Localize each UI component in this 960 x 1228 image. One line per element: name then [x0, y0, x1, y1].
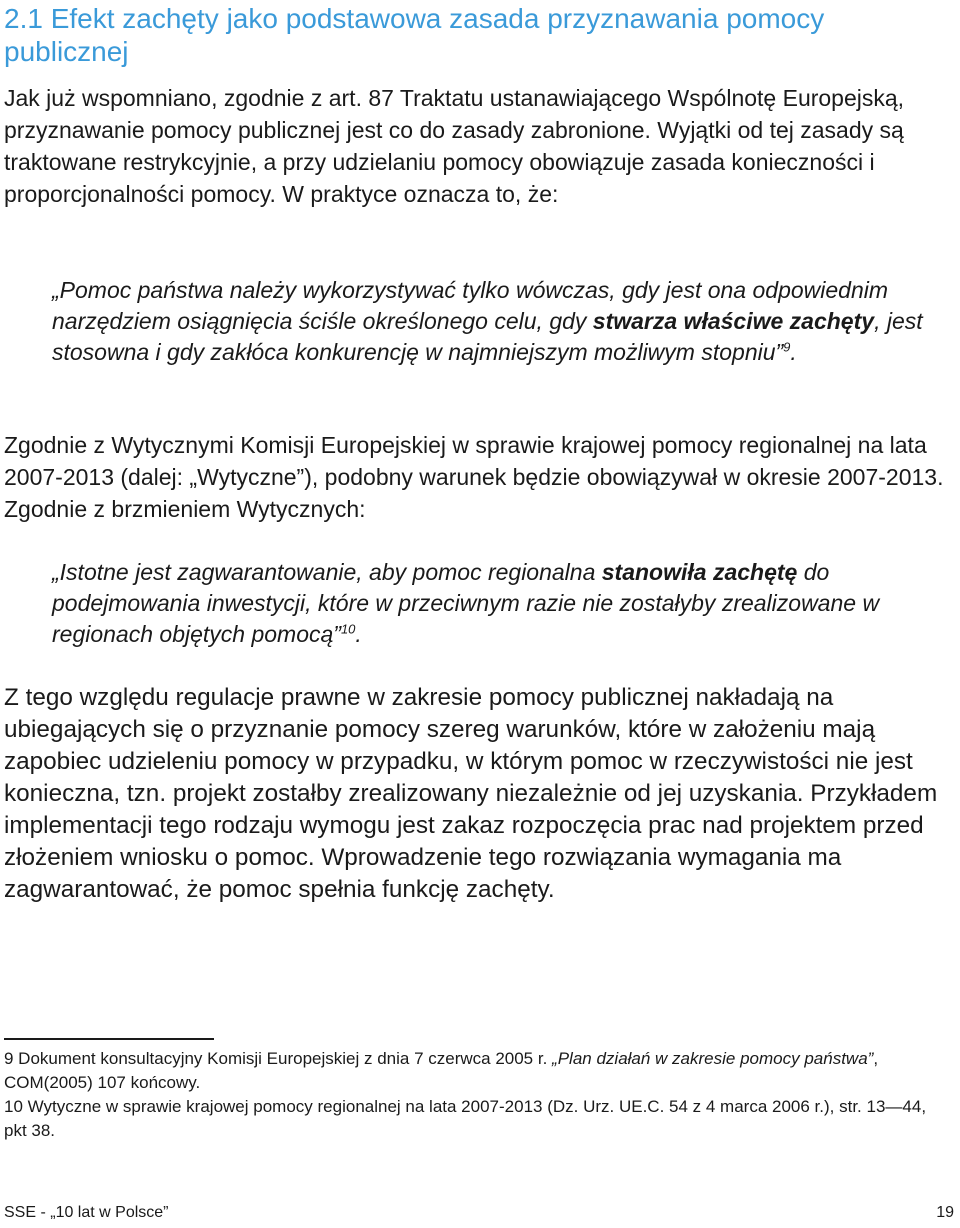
quote-regional-aid [52, 557, 932, 650]
paragraph-guidelines: Zgodnie z Wytycznymi Komisji Europejskiej w sprawie krajowej pomocy regionalnej na lata 2007-2013 (dalej: „Wytyczne”), podobny warunek będzie obowiązywał w okresie 2007-2013. Zgodnie z brzmieniem Wytycznych: [4, 432, 944, 522]
section-heading: 2.1 Efekt zachęty jako podstawowa zasada przyznawania pomocy publicznej [4, 3, 825, 67]
footnote-10: 10 Wytyczne w sprawie krajowej pomocy regionalnej na lata 2007-2013 (Dz. Urz. UE.C. 54 z 4 marca 2006 r.), str. 13—44, pkt 38. [4, 1097, 927, 1140]
paragraph-conclusion: Z tego względu regulacje prawne w zakresie pomocy publicznej nakładają na ubiegających się o przyznanie pomocy szereg warunków, które w założeniu mają zapobiec udzieleniu pomocy w przypadku, w którym pomoc w rzeczywistości nie jest konieczna, tzn. projekt zostałby zrealizowany niezależnie od jej uzyskania. Przykładem implementacji tego rodzaju wymogu jest zakaz rozpoczęcia prac nad projektem przed złożeniem wniosku o pomoc. Wprowadzenie tego rozwiązania wymagania ma zagwarantować, że pomoc spełnia funkcję zachęty. [4, 684, 938, 903]
footer-publication-title: SSE - „10 lat w Polsce” [4, 1204, 169, 1221]
quote-text: „Pomoc państwa należy wykorzystywać tylko wówczas, gdy jest ona odpowiednim narzędziem osiągnięcia ściśle określonego celu, gdy [52, 277, 889, 334]
footnote-divider [4, 1038, 214, 1040]
quote-emphasis: stwarza właściwe zachęty [592, 308, 875, 334]
quote-end: . [355, 621, 362, 647]
footnote-text: 9 Dokument konsultacyjny Komisji Europejskiej z dnia 7 czerwca 2005 r. [4, 1049, 553, 1068]
footnotes [4, 1047, 944, 1143]
quote-text: do podejmowania inwestycji, które w przeciwnym razie nie zostałyby zrealizowane w regionach objętych pomocą” [52, 559, 880, 647]
quote-text: „Istotne jest zagwarantowanie, aby pomoc regionalna [52, 559, 602, 585]
footnote-ref-9[interactable]: 9 [783, 339, 791, 355]
footnote-ref-10[interactable]: 10 [340, 621, 356, 637]
paragraph-intro: Jak już wspomniano, zgodnie z art. 87 Traktatu ustanawiającego Wspólnotę Europejską, przyznawanie pomocy publicznej jest co do zasady zabronione. Wyjątki od tej zasady są traktowane restrykcyjnie, a przy udzielaniu pomocy obowiązuje zasada konieczności i proporcjonalności pomocy. W praktyce oznacza to, że: [4, 85, 905, 207]
quote-emphasis: stanowiła zachętę [601, 559, 798, 585]
footnote-text: , COM(2005) 107 końcowy. [4, 1049, 879, 1092]
footnote-title: „Plan działań w zakresie pomocy państwa” [552, 1049, 874, 1068]
page-number: 19 [936, 1204, 954, 1221]
footnote-9 [4, 1047, 944, 1095]
quote-end: . [790, 339, 797, 365]
quote-text: , jest stosowna i gdy zakłóca konkurencję w najmniejszym możliwym stopniu” [52, 308, 923, 365]
quote-state-aid [52, 275, 932, 368]
